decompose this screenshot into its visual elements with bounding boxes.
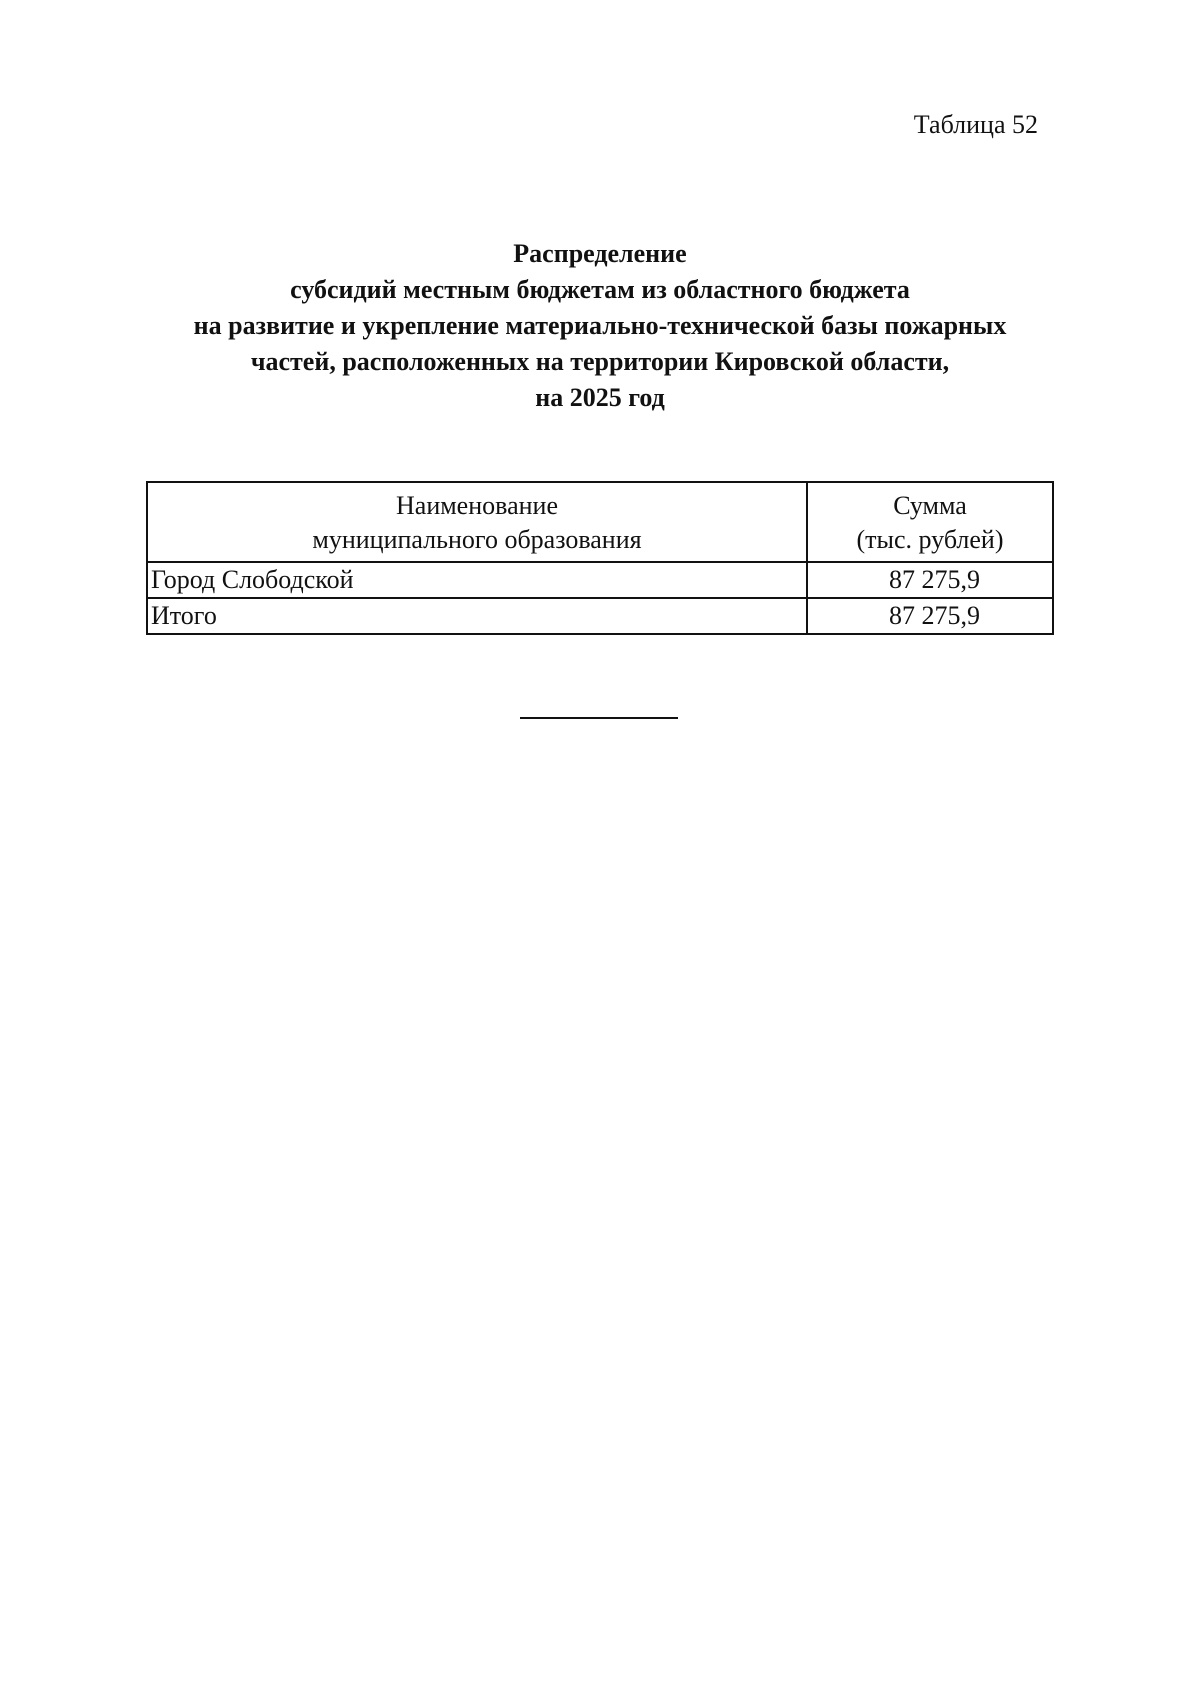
header-municipality-line: муниципального образования: [312, 525, 642, 554]
heading-line: на 2025 год: [535, 383, 665, 412]
header-municipality: [147, 482, 807, 562]
header-sum: [807, 482, 1053, 562]
cell-total-label: Итого: [147, 598, 807, 634]
cell-total-sum: 87 275,9: [807, 598, 1053, 634]
header-municipality-line: Наименование: [396, 491, 558, 520]
subsidy-table: [146, 481, 1054, 635]
table-header-row: [147, 482, 1053, 562]
heading-line: субсидий местным бюджетам из областного бюджета: [290, 275, 910, 304]
cell-municipality: Город Слободской: [147, 562, 807, 598]
header-sum-line: Сумма: [893, 491, 967, 520]
table-row: [147, 562, 1053, 598]
closing-divider-line: [520, 717, 678, 719]
cell-sum: 87 275,9: [807, 562, 1053, 598]
table-total-row: [147, 598, 1053, 634]
table-number-label: Таблица 52: [913, 110, 1038, 139]
heading-line: частей, расположенных на территории Кировской области,: [250, 347, 950, 376]
document-heading: [100, 236, 1100, 416]
header-sum-line: (тыс. рублей): [856, 525, 1004, 554]
heading-line: Распределение: [513, 239, 687, 268]
heading-line: на развитие и укрепление материально-технической базы пожарных: [193, 311, 1007, 340]
